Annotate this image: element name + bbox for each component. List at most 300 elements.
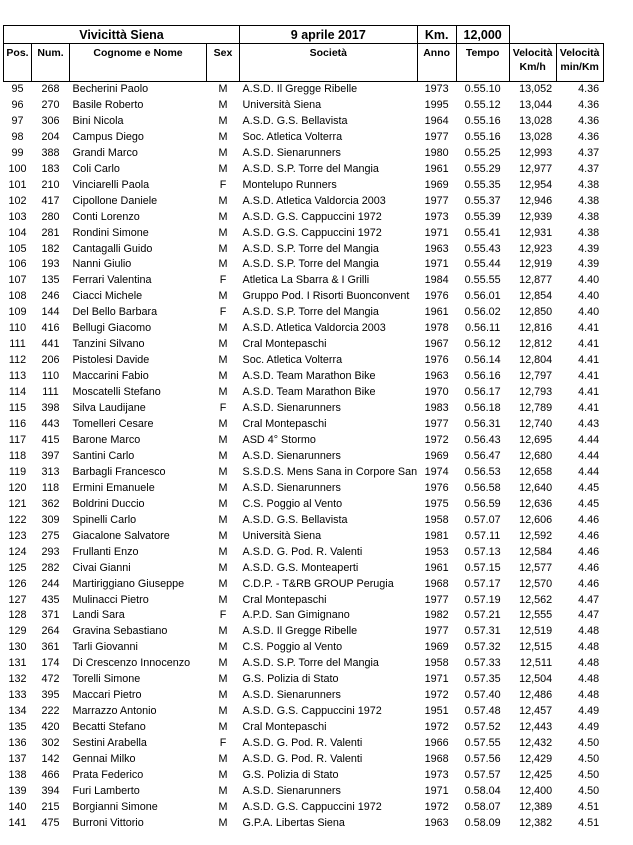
cell-pace: 4.39: [578, 242, 600, 255]
cell-speed: 12,606: [519, 513, 553, 526]
cell-pace: 4.44: [578, 449, 600, 462]
cell-pace: 4.37: [578, 146, 600, 159]
cell-sex: M: [218, 657, 228, 670]
cell-speed: 12,570: [519, 577, 553, 590]
table-row: [4, 465, 604, 481]
cell-speed: 12,977: [519, 162, 553, 175]
cell-num: 246: [41, 290, 60, 303]
cell-num: 222: [41, 705, 60, 718]
cell-name: Ermini Emanuele: [72, 481, 155, 494]
cell-sex: M: [218, 322, 228, 335]
cell-time: 0.56.53: [464, 465, 501, 478]
cell-club: C.S. Poggio al Vento: [242, 641, 343, 654]
table-row: [4, 305, 604, 321]
cell-pace: 4.48: [578, 641, 600, 654]
cell-pos: 105: [8, 242, 27, 255]
cell-name: Barone Marco: [72, 433, 141, 446]
cell-speed: 12,555: [519, 609, 553, 622]
cell-club: A.S.D. G.S. Monteaperti: [242, 561, 359, 574]
cell-sex: M: [218, 513, 228, 526]
cell-time: 0.56.59: [464, 497, 501, 510]
cell-year: 1958: [424, 657, 449, 670]
cell-num: 443: [41, 418, 60, 431]
cell-pos: 137: [8, 753, 27, 766]
table-row: [4, 353, 604, 369]
cell-sex: M: [218, 258, 228, 271]
cell-club: A.S.D. G. Pod. R. Valenti: [242, 753, 363, 766]
cell-sex: M: [218, 641, 228, 654]
cell-year: 1958: [424, 513, 449, 526]
cell-pos: 125: [8, 561, 27, 574]
cell-sex: M: [218, 338, 228, 351]
cell-year: 1977: [424, 130, 449, 143]
cell-club: C.D.P. - T&RB GROUP Perugia: [242, 577, 394, 590]
cell-year: 1977: [424, 418, 449, 431]
cell-sex: M: [218, 816, 228, 829]
cell-time: 0.57.56: [464, 753, 501, 766]
cell-club: A.S.D. S.P. Torre del Mangia: [242, 258, 379, 271]
cell-num: 302: [41, 737, 60, 750]
table-row: [4, 337, 604, 353]
cell-pace: 4.36: [578, 114, 600, 127]
cell-pace: 4.50: [578, 737, 600, 750]
cell-year: 1977: [424, 194, 449, 207]
cell-club: A.S.D. Il Gregge Ribelle: [242, 83, 358, 95]
cell-pace: 4.38: [578, 194, 600, 207]
cell-pos: 113: [8, 370, 27, 383]
table-row: [4, 624, 604, 640]
cell-club: Cral Montepaschi: [242, 418, 327, 431]
cell-speed: 13,044: [519, 98, 553, 111]
cell-time: 0.57.11: [465, 529, 501, 542]
cell-pos: 128: [8, 609, 27, 622]
cell-club: A.S.D. Sienarunners: [242, 449, 341, 462]
cell-time: 0.57.55: [464, 737, 501, 750]
cell-sex: M: [218, 433, 228, 446]
cell-num: 395: [41, 689, 60, 702]
cell-club: A.S.D. Team Marathon Bike: [242, 370, 376, 383]
cell-time: 0.55.16: [464, 130, 501, 143]
cell-year: 1976: [424, 290, 449, 303]
cell-name: Martiriggiano Giuseppe: [72, 577, 185, 590]
cell-pos: 116: [8, 418, 27, 431]
cell-pace: 4.48: [578, 673, 600, 686]
cell-pos: 131: [8, 657, 27, 670]
cell-sex: M: [218, 418, 228, 431]
event-title: Vivicittà Siena: [4, 26, 240, 44]
cell-club: A.S.D. Sienarunners: [242, 146, 341, 159]
table-row: [4, 401, 604, 417]
cell-pace: 4.48: [578, 657, 600, 670]
cell-name: Campus Diego: [72, 130, 144, 143]
cell-year: 1963: [424, 816, 449, 829]
cell-name: Cantagalli Guido: [72, 242, 153, 255]
cell-num: 183: [41, 162, 60, 175]
cell-speed: 12,592: [519, 529, 553, 542]
cell-num: 306: [41, 114, 60, 127]
cell-name: Barbagli Francesco: [72, 465, 166, 478]
cell-club: A.S.D. Atletica Valdorcia 2003: [242, 194, 386, 207]
cell-time: 0.58.04: [464, 784, 501, 797]
cell-club: G.P.A. Libertas Siena: [242, 816, 345, 829]
cell-num: 210: [41, 178, 60, 191]
cell-pos: 114: [8, 386, 27, 399]
cell-club: Università Siena: [242, 98, 322, 111]
cell-year: 1973: [424, 768, 449, 781]
cell-year: 1971: [424, 258, 449, 271]
cell-num: 472: [41, 673, 60, 686]
cell-speed: 13,052: [519, 83, 553, 95]
cell-time: 0.55.10: [464, 83, 501, 95]
table-row: [4, 656, 604, 672]
table-row: [4, 704, 604, 720]
cell-num: 466: [41, 768, 60, 781]
cell-pos: 98: [11, 130, 24, 143]
cell-speed: 13,028: [519, 114, 553, 127]
cell-num: 388: [41, 146, 60, 159]
cell-num: 362: [41, 497, 60, 510]
cell-year: 1966: [424, 737, 449, 750]
cell-year: 1970: [424, 386, 449, 399]
cell-sex: M: [218, 497, 228, 510]
cell-club: A.S.D. G.S. Bellavista: [242, 114, 348, 127]
cell-time: 0.55.39: [464, 210, 501, 223]
cell-time: 0.57.57: [464, 768, 501, 781]
cell-club: A.S.D. S.P. Torre del Mangia: [242, 657, 379, 670]
cell-pos: 122: [8, 513, 27, 526]
cell-year: 1964: [424, 114, 449, 127]
cell-pace: 4.41: [578, 354, 600, 367]
cell-time: 0.57.21: [464, 609, 501, 622]
cell-num: 397: [41, 449, 60, 462]
cell-sex: M: [218, 689, 228, 702]
cell-time: 0.56.16: [464, 370, 501, 383]
cell-club: A.S.D. Atletica Valdorcia 2003: [242, 322, 386, 335]
col-header-speed: Velocità Km/h: [509, 44, 556, 82]
cell-speed: 12,680: [519, 449, 553, 462]
cell-pace: 4.41: [578, 370, 600, 383]
cell-sex: M: [218, 210, 228, 223]
table-row: [4, 257, 604, 273]
cell-name: Tarli Giovanni: [72, 641, 138, 654]
col-header-year: Anno: [417, 44, 456, 82]
cell-time: 0.57.32: [464, 641, 501, 654]
cell-num: 275: [41, 529, 60, 542]
table-row: [4, 593, 604, 609]
cell-speed: 12,425: [519, 768, 553, 781]
cell-name: Maccari Pietro: [72, 689, 142, 702]
cell-name: Bellugi Giacomo: [72, 322, 152, 335]
cell-pos: 134: [8, 705, 27, 718]
cell-time: 0.55.29: [464, 162, 501, 175]
cell-speed: 12,584: [519, 545, 553, 558]
cell-club: A.S.D. Sienarunners: [242, 481, 341, 494]
cell-pos: 135: [8, 721, 27, 734]
cell-sex: M: [218, 545, 228, 558]
cell-num: 118: [41, 481, 60, 494]
table-row: [4, 481, 604, 497]
cell-year: 1981: [424, 529, 449, 542]
col-header-num: Num.: [32, 44, 70, 82]
cell-pace: 4.38: [578, 178, 600, 191]
cell-speed: 12,946: [519, 194, 553, 207]
table-row: [4, 513, 604, 529]
cell-time: 0.56.11: [465, 322, 501, 335]
cell-year: 1976: [424, 354, 449, 367]
cell-pos: 117: [8, 433, 27, 446]
cell-pace: 4.36: [578, 83, 600, 95]
table-row: [4, 146, 604, 162]
cell-sex: M: [218, 529, 228, 542]
cell-name: Borgianni Simone: [72, 800, 158, 813]
cell-year: 1951: [424, 705, 449, 718]
results-sheet: [3, 25, 604, 832]
cell-num: 268: [41, 83, 60, 95]
cell-num: 398: [41, 402, 60, 415]
cell-club: A.S.D. G. Pod. R. Valenti: [242, 545, 363, 558]
cell-name: Torelli Simone: [72, 673, 141, 686]
cell-pos: 126: [8, 577, 27, 590]
cell-sex: F: [219, 306, 227, 319]
cell-pace: 4.50: [578, 753, 600, 766]
cell-time: 0.57.31: [464, 625, 501, 638]
cell-speed: 12,400: [519, 784, 553, 797]
table-row: [4, 210, 604, 226]
cell-club: G.S. Polizia di Stato: [242, 673, 339, 686]
cell-name: Rondini Simone: [72, 226, 149, 239]
cell-sex: M: [218, 753, 228, 766]
cell-sex: M: [218, 242, 228, 255]
table-row: [4, 130, 604, 146]
cell-num: 110: [41, 370, 60, 383]
cell-speed: 12,939: [519, 210, 553, 223]
cell-year: 1973: [424, 83, 449, 95]
cell-num: 206: [41, 354, 60, 367]
cell-speed: 12,382: [519, 816, 553, 829]
cell-name: Becherini Paolo: [72, 83, 149, 95]
cell-num: 415: [41, 433, 60, 446]
cell-sex: M: [218, 83, 228, 95]
cell-club: ASD 4° Stormo: [242, 433, 316, 446]
cell-pos: 96: [11, 98, 24, 111]
col-header-name: Cognome e Nome: [70, 44, 207, 82]
cell-sex: M: [218, 226, 228, 239]
cell-sex: M: [218, 290, 228, 303]
cell-speed: 12,577: [519, 561, 553, 574]
cell-name: Vinciarelli Paola: [72, 178, 150, 191]
cell-club: Atletica La Sbarra & I Grilli: [242, 274, 370, 287]
cell-name: Del Bello Barbara: [72, 306, 158, 319]
cell-time: 0.56.12: [464, 338, 501, 351]
cell-num: 144: [41, 306, 60, 319]
cell-sex: F: [219, 737, 227, 750]
cell-num: 475: [41, 816, 60, 829]
cell-name: Santini Carlo: [72, 449, 135, 462]
cell-time: 0.56.02: [464, 306, 501, 319]
cell-pos: 115: [8, 402, 27, 415]
table-row: [4, 98, 604, 114]
cell-sex: M: [218, 705, 228, 718]
cell-num: 193: [41, 258, 60, 271]
cell-time: 0.55.12: [464, 98, 501, 111]
cell-pos: 101: [8, 178, 27, 191]
cell-year: 1974: [424, 465, 449, 478]
cell-year: 1961: [424, 561, 449, 574]
table-row: [4, 720, 604, 736]
cell-time: 0.56.58: [464, 481, 501, 494]
title-row: [4, 26, 604, 44]
cell-pace: 4.46: [578, 577, 600, 590]
cell-speed: 12,797: [519, 370, 553, 383]
event-date: 9 aprile 2017: [240, 26, 418, 44]
cell-pos: 106: [8, 258, 27, 271]
cell-speed: 12,812: [519, 338, 553, 351]
cell-speed: 12,740: [519, 418, 553, 431]
cell-num: 215: [41, 800, 60, 813]
cell-pos: 139: [8, 784, 27, 797]
cell-pace: 4.47: [578, 609, 600, 622]
cell-time: 0.55.16: [464, 114, 501, 127]
cell-year: 1953: [424, 545, 449, 558]
cell-club: A.S.D. G.S. Cappuccini 1972: [242, 705, 382, 718]
cell-club: A.S.D. G.S. Cappuccini 1972: [242, 226, 382, 239]
cell-year: 1971: [424, 784, 449, 797]
cell-sex: M: [218, 162, 228, 175]
cell-year: 1969: [424, 449, 449, 462]
cell-pace: 4.49: [578, 705, 600, 718]
cell-sex: M: [218, 768, 228, 781]
cell-pace: 4.41: [578, 402, 600, 415]
col-header-time: Tempo: [456, 44, 509, 82]
cell-year: 1977: [424, 593, 449, 606]
col-header-pace: Velocità min/Km: [556, 44, 603, 82]
cell-num: 371: [41, 609, 60, 622]
cell-pace: 4.40: [578, 306, 600, 319]
table-row: [4, 800, 604, 816]
cell-pace: 4.37: [578, 162, 600, 175]
cell-pace: 4.38: [578, 210, 600, 223]
cell-name: Spinelli Carlo: [72, 513, 137, 526]
cell-speed: 12,457: [519, 705, 553, 718]
cell-year: 1982: [424, 609, 449, 622]
cell-pos: 95: [11, 83, 24, 95]
cell-speed: 12,850: [519, 306, 553, 319]
table-row: [4, 114, 604, 130]
table-row: [4, 82, 604, 98]
cell-time: 0.57.15: [464, 561, 501, 574]
cell-speed: 12,443: [519, 721, 553, 734]
cell-pos: 100: [8, 162, 27, 175]
cell-pos: 123: [8, 529, 27, 542]
cell-name: Landi Sara: [72, 609, 125, 622]
cell-club: Cral Montepaschi: [242, 338, 327, 351]
cell-time: 0.57.17: [464, 577, 501, 590]
cell-time: 0.57.52: [464, 721, 501, 734]
table-row: [4, 736, 604, 752]
cell-sex: M: [218, 146, 228, 159]
cell-num: 142: [41, 753, 60, 766]
cell-time: 0.57.07: [464, 513, 501, 526]
cell-sex: M: [218, 465, 228, 478]
cell-year: 1995: [424, 98, 449, 111]
cell-time: 0.57.40: [464, 689, 501, 702]
cell-club: A.S.D. Sienarunners: [242, 689, 341, 702]
cell-pace: 4.46: [578, 545, 600, 558]
table-row: [4, 289, 604, 305]
cell-speed: 12,636: [519, 497, 553, 510]
cell-sex: M: [218, 673, 228, 686]
cell-time: 0.56.01: [464, 290, 501, 303]
cell-speed: 12,695: [519, 433, 553, 446]
cell-speed: 12,919: [519, 258, 553, 271]
cell-name: Giacalone Salvatore: [72, 529, 170, 542]
cell-sex: M: [218, 800, 228, 813]
cell-time: 0.56.17: [464, 386, 501, 399]
col-header-pos: Pos.: [4, 44, 32, 82]
cell-name: Frullanti Enzo: [72, 545, 139, 558]
cell-pos: 141: [8, 816, 27, 829]
cell-num: 441: [41, 338, 60, 351]
cell-sex: M: [218, 721, 228, 734]
cell-sex: M: [218, 561, 228, 574]
cell-club: Soc. Atletica Volterra: [242, 130, 343, 143]
cell-sex: M: [218, 593, 228, 606]
cell-sex: M: [218, 354, 228, 367]
cell-speed: 12,504: [519, 673, 553, 686]
cell-pace: 4.44: [578, 465, 600, 478]
cell-time: 0.55.43: [464, 242, 501, 255]
cell-name: Ferrari Valentina: [72, 274, 152, 287]
cell-name: Furi Lamberto: [72, 784, 140, 797]
table-row: [4, 497, 604, 513]
table-row: [4, 385, 604, 401]
cell-pos: 102: [8, 194, 27, 207]
cell-name: Tomelleri Cesare: [72, 418, 154, 431]
cell-num: 270: [41, 98, 60, 111]
cell-speed: 12,389: [519, 800, 553, 813]
cell-num: 394: [41, 784, 60, 797]
table-row: [4, 545, 604, 561]
table-row: [4, 640, 604, 656]
cell-club: A.S.D. G.S. Bellavista: [242, 513, 348, 526]
table-row: [4, 273, 604, 289]
cell-name: Conti Lorenzo: [72, 210, 140, 223]
cell-year: 1975: [424, 497, 449, 510]
cell-name: Sestini Arabella: [72, 737, 147, 750]
table-row: [4, 608, 604, 624]
cell-num: 293: [41, 545, 60, 558]
table-row: [4, 816, 604, 832]
cell-speed: 12,793: [519, 386, 553, 399]
cell-pos: 140: [8, 800, 27, 813]
cell-year: 1973: [424, 210, 449, 223]
table-row: [4, 433, 604, 449]
cell-num: 420: [41, 721, 60, 734]
cell-speed: 12,877: [519, 274, 553, 287]
cell-pace: 4.49: [578, 721, 600, 734]
cell-pace: 4.41: [578, 322, 600, 335]
cell-pos: 110: [8, 322, 27, 335]
cell-club: Montelupo Runners: [242, 178, 337, 191]
cell-club: A.P.D. San Gimignano: [242, 609, 350, 622]
cell-club: A.S.D. S.P. Torre del Mangia: [242, 306, 379, 319]
cell-year: 1961: [424, 306, 449, 319]
cell-num: 313: [41, 465, 60, 478]
cell-name: Pistolesi Davide: [72, 354, 150, 367]
cell-name: Bini Nicola: [72, 114, 124, 127]
cell-time: 0.55.44: [464, 258, 501, 271]
cell-num: 111: [42, 386, 59, 399]
